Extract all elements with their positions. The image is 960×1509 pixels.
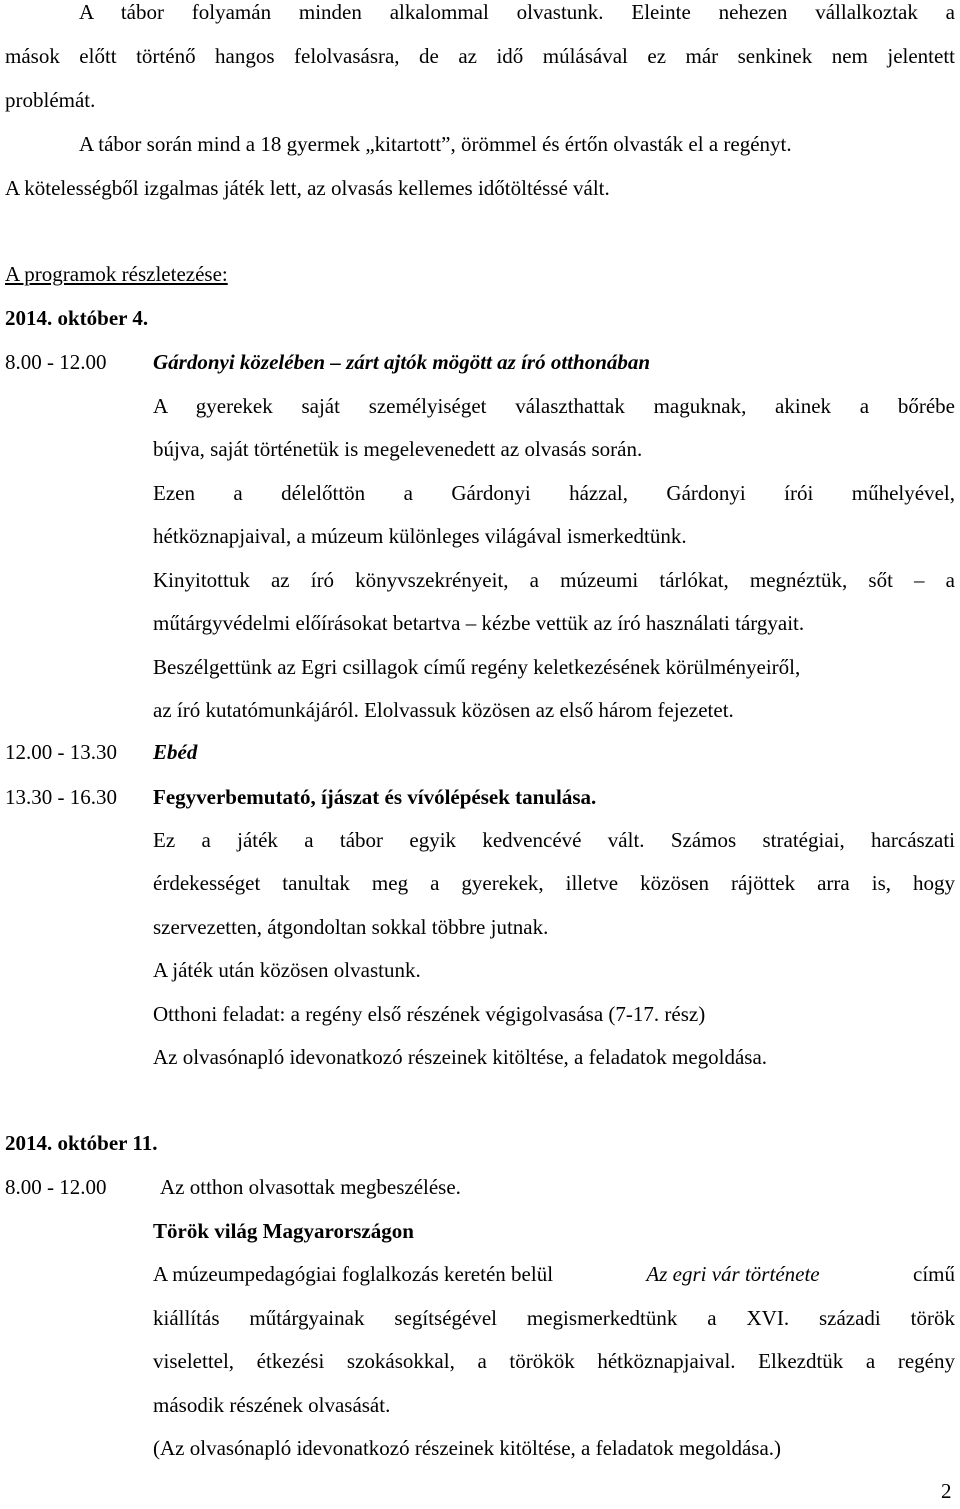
section-heading: A programok részletezése: [5,262,228,286]
time-slot: 12.00 - 13.30 [5,740,117,764]
program-text: Beszélgettünk az Egri csillagok című regény keletkezésének körülményeiről, [153,655,801,679]
intro-line: A tábor során mind a 18 gyermek „kitartott”, örömmel és értőn olvasták el a regényt. [79,132,792,156]
program-text: az író kutatómunkájáról. Elolvassuk közösen az első három fejezetet. [153,698,734,722]
text-segment: című [913,1262,955,1286]
text-segment: A múzeumpedagógiai foglalkozás keretén belül [153,1262,554,1286]
intro-line: mások előtt történő hangos felolvasásra, de az idő múlásával ez már senkinek nem jelentett [5,44,955,68]
program-text: A gyerekek saját személyiséget választhattak maguknak, akinek a bőrébe [153,394,955,418]
day-date: 2014. október 11. [5,1131,158,1155]
program-text: Az olvasónapló idevonatkozó részeinek kitöltése, a feladatok megoldása. [153,1045,768,1069]
program-text-mixed [153,1264,955,1285]
program-title: Gárdonyi közelében – zárt ajtók mögött az író otthonában [153,350,651,374]
program-text: Ez a játék a tábor egyik kedvencévé vált. Számos stratégiai, harcászati [153,828,955,852]
program-text: szervezetten, átgondoltan sokkal többre jutnak. [153,915,549,939]
program-title: Török világ Magyarországon [153,1219,414,1243]
program-text: viselettel, étkezési szokásokkal, a törökök hétköznapjaival. Elkezdtük a regény [153,1349,955,1373]
program-text: bújva, saját történetük is megelevenedett az olvasás során. [153,437,643,461]
program-text: második részének olvasását. [153,1393,391,1417]
intro-line: A kötelességből izgalmas játék lett, az olvasás kellemes időtöltéssé vált. [5,176,610,200]
intro-line: A tábor folyamán minden alkalommal olvastunk. Eleinte nehezen vállalkoztak a [79,0,955,24]
page-number: 2 [941,1479,952,1503]
program-title: Ebéd [153,740,198,764]
program-text: Kinyitottuk az író könyvszekrényeit, a múzeumi tárlókat, megnéztük, sőt – a [153,568,955,592]
time-slot: 8.00 - 12.00 [5,350,107,374]
program-text: kiállítás műtárgyainak segítségével megismerkedtünk a XVI. századi török [153,1306,955,1330]
day-date: 2014. október 4. [5,306,149,330]
program-text: Ezen a délelőttön a Gárdonyi házzal, Gárdonyi írói műhelyével, [153,481,955,505]
program-text: (Az olvasónapló idevonatkozó részeinek kitöltése, a feladatok megoldása.) [153,1436,782,1460]
intro-line: problémát. [5,88,96,112]
program-text: Otthoni feladat: a regény első részének végigolvasása (7-17. rész) [153,1002,706,1026]
program-intro: Az otthon olvasottak megbeszélése. [160,1175,461,1199]
time-slot: 8.00 - 12.00 [5,1175,107,1199]
exhibition-title: Az egri vár története [646,1262,820,1286]
program-text: A játék után közösen olvastunk. [153,958,421,982]
program-text: műtárgyvédelmi előírásokat betartva – kézbe vettük az író használati tárgyait. [153,611,805,635]
program-text: érdekességet tanultak meg a gyerekek, illetve közösen rájöttek arra is, hogy [153,871,955,895]
time-slot: 13.30 - 16.30 [5,785,117,809]
program-title: Fegyverbemutató, íjászat és vívólépések tanulása. [153,785,597,809]
program-text: hétköznapjaival, a múzeum különleges világával ismerkedtünk. [153,524,687,548]
